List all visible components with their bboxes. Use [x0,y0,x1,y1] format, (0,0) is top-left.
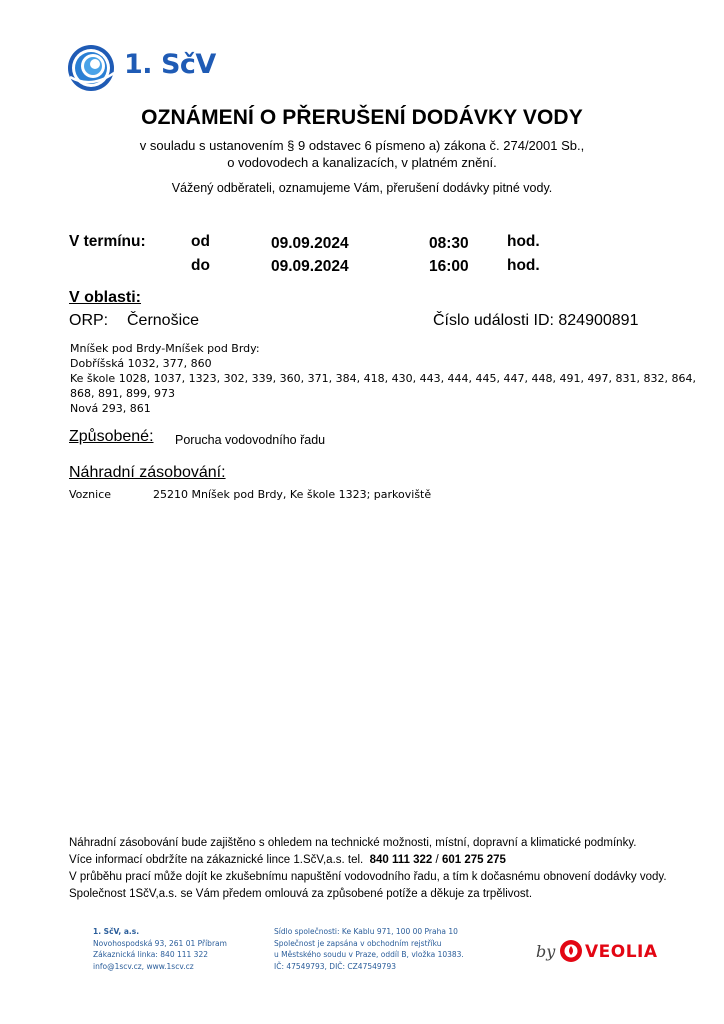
footer-hotline: Zákaznická linka: 840 111 322 [93,950,208,959]
area-label: V oblasti: [69,289,142,306]
phone-number-2: 601 275 275 [441,854,506,866]
footer-address: Novohospodská 93, 261 01 Příbram [93,938,227,948]
company-logo [66,43,226,93]
footer-company-info [93,926,227,972]
term-to-label: do [191,257,210,274]
orp-label: ORP: [69,312,109,329]
note-line-2 [69,854,506,866]
footer-registration-info [274,926,464,972]
veolia-name: VEOLIA [585,942,658,962]
event-id: Číslo události ID: 824900891 [433,312,639,329]
area-line: Ke škole 1028, 1037, 1323, 302, 339, 360, 371, 384, 418, 430, 443, 444, 445, 447, 448, 491, 497, 831, 832, 864, [70,372,696,385]
area-line: Mníšek pod Brdy-Mníšek pod Brdy: [70,342,260,355]
footer-registry: Společnost je zapsána v obchodním rejstříku [274,938,442,948]
footer-seat: Sídlo společnosti: Ke Kablu 971, 100 00 Praha 10 [274,927,458,936]
footer-ids: IČ: 47549793, DIČ: CZ47549793 [274,961,396,971]
area-line: 868, 891, 899, 973 [70,387,175,400]
veolia-by-text: by [536,942,556,961]
orp-value: Černošice [127,312,200,329]
logo-text: 1. SčV [124,49,216,80]
water-drop-logo-icon [66,43,120,93]
replacement-supply-place: Voznice [69,488,112,501]
note-line-1: Náhradní zásobování bude zajištěno s ohledem na technické možnosti, místní, dopravní a klimatické podmínky. [69,837,637,849]
cause-value: Porucha vodovodního řadu [175,433,326,447]
note-line-3: V průběhu prací může dojít ke zkušebnímu napuštění vodovodního řadu, a tím k dočasnému obnovení dodávky vody. [69,871,667,883]
greeting: Vážený odběrateli, oznamujeme Vám, přerušení dodávky pitné vody. [171,181,553,195]
term-to-unit: hod. [507,257,540,274]
term-to-time: 16:00 [429,258,469,275]
footer-company-name: 1. SčV, a.s. [93,927,140,936]
legal-basis-line-2: o vodovodech a kanalizacích, v platném znění. [227,155,497,170]
note-line-4: Společnost 1SčV,a.s. se Vám předem omlouvá za způsobené potíže a děkuje za trpělivost. [69,888,533,900]
note-contact-text: Více informací obdržíte na zákaznické lince 1.SčV,a.s. tel. [69,854,364,866]
veolia-drop-icon [559,938,583,964]
term-from-label: od [191,233,210,250]
phone-separator: / [435,854,439,866]
term-from-unit: hod. [507,233,540,250]
notice-title: OZNÁMENÍ O PŘERUŠENÍ DODÁVKY VODY [141,106,583,129]
term-label: V termínu: [69,233,146,250]
replacement-supply-address: 25210 Mníšek pod Brdy, Ke škole 1323; parkoviště [153,488,432,501]
term-from-time: 08:30 [429,235,469,252]
legal-basis-line-1: v souladu s ustanovením § 9 odstavec 6 písmeno a) zákona č. 274/2001 Sb., [139,138,585,153]
footer-contacts: info@1scv.cz, www.1scv.cz [93,961,194,971]
area-line: Dobříšská 1032, 377, 860 [70,357,212,370]
term-to-date: 09.09.2024 [271,258,349,275]
cause-label: Způsobené: [69,428,154,445]
phone-number-1: 840 111 322 [369,854,433,866]
replacement-supply-label: Náhradní zásobování: [69,464,226,481]
footer-court: u Městského soudu v Praze, oddíl B, vložka 10383. [274,950,464,959]
area-line: Nová 293, 861 [70,402,151,415]
term-from-date: 09.09.2024 [271,235,349,252]
